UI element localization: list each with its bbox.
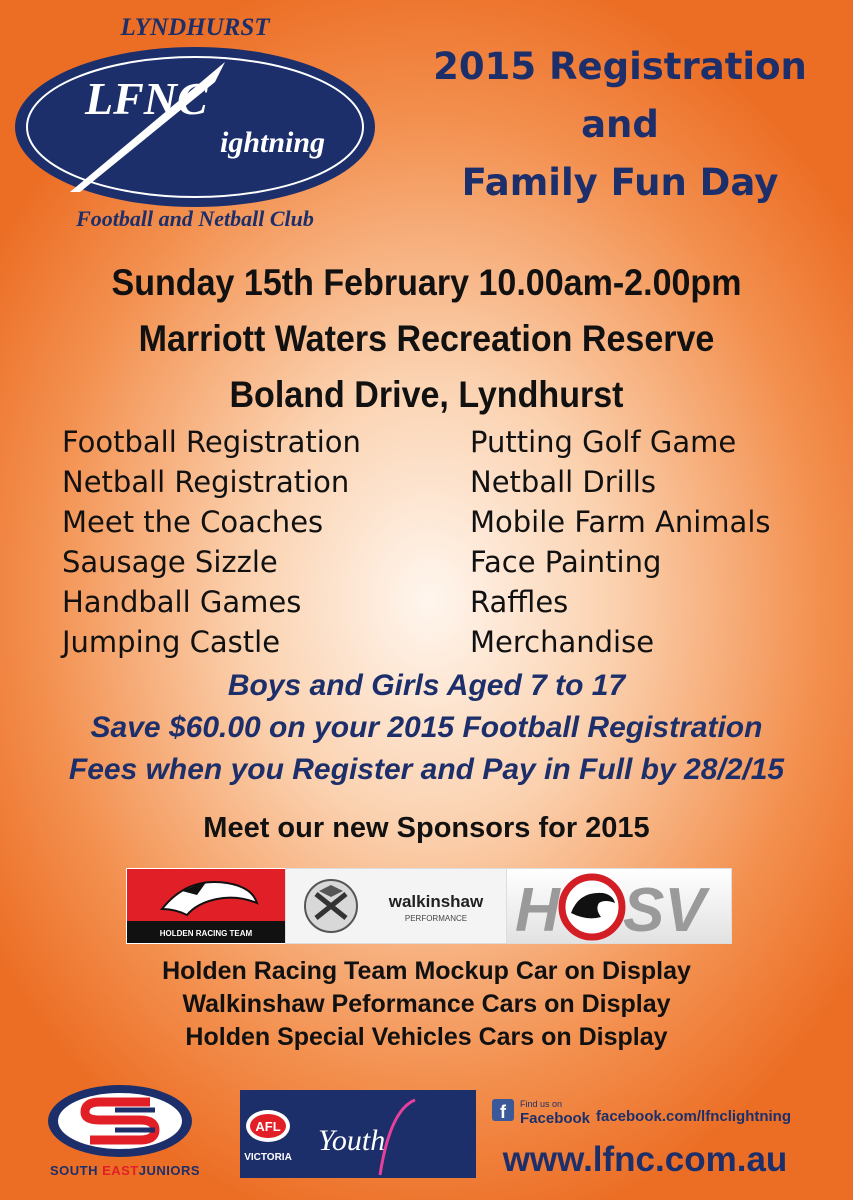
activity-item: Football Registration <box>62 425 361 459</box>
headline-line: 2015 Registration <box>433 45 807 88</box>
activities-list-left <box>62 422 361 662</box>
hrt-caption: HOLDEN RACING TEAM <box>159 929 253 938</box>
promo-line: Save $60.00 on your 2015 Football Registration <box>90 711 763 744</box>
hsv-logo <box>506 868 732 944</box>
activity-item: Netball Drills <box>470 465 656 499</box>
hrt-lion-icon <box>127 869 285 943</box>
hsv-sv: SV <box>623 876 706 943</box>
activity-item: Mobile Farm Animals <box>470 505 771 539</box>
activity-item: Sausage Sizzle <box>62 545 278 579</box>
hsv-h: H <box>515 876 560 943</box>
south-east-juniors-text <box>20 1163 230 1178</box>
display-line: Holden Racing Team Mockup Car on Display <box>162 957 691 985</box>
activity-item: Face Painting <box>470 545 662 579</box>
event-details <box>34 255 819 423</box>
promo-line: Boys and Girls Aged 7 to 17 <box>227 669 626 702</box>
activity-item: Putting Golf Game <box>470 425 737 459</box>
headline-line: Family Fun Day <box>461 161 779 204</box>
club-name-top: LYNDHURST <box>120 14 270 41</box>
display-line: Holden Special Vehicles Cars on Display <box>185 1023 668 1051</box>
walkinshaw-name: walkinshaw <box>388 892 484 911</box>
sponsors-heading: Meet our new Sponsors for 2015 <box>203 812 650 844</box>
headline-line: and <box>581 103 659 146</box>
headline <box>385 45 853 222</box>
sej-word-east: EAST <box>102 1163 139 1178</box>
promo-text <box>0 665 853 791</box>
walkinshaw-sub: PERFORMANCE <box>404 914 468 923</box>
club-name-bottom: Football and Netball Club <box>76 206 314 231</box>
event-date-time: Sunday 15th February 10.00am-2.00pm <box>111 262 742 303</box>
fb-find-text: Find us on <box>520 1099 563 1109</box>
fb-url-text: facebook.com/lfnclightning <box>596 1108 792 1125</box>
youth-text: Youth <box>318 1124 386 1157</box>
activities-list-right <box>470 422 770 662</box>
afl-region-text: VICTORIA <box>244 1152 292 1163</box>
afl-badge-text: AFL <box>255 1119 281 1134</box>
display-list <box>0 955 853 1054</box>
event-venue: Marriott Waters Recreation Reserve <box>138 318 715 359</box>
sej-word-juniors: JUNIORS <box>138 1163 201 1178</box>
girls-text: Girls <box>390 1124 452 1157</box>
activity-item: Netball Registration <box>62 465 350 499</box>
activity-item: Raffles <box>470 585 569 619</box>
walkinshaw-shield-icon <box>286 869 506 943</box>
hrt-logo <box>126 868 286 944</box>
website-url[interactable]: www.lfnc.com.au <box>502 1140 788 1179</box>
activity-item: Handball Games <box>62 585 302 619</box>
activity-item: Jumping Castle <box>62 625 281 659</box>
event-address: Boland Drive, Lyndhurst <box>229 374 624 415</box>
display-line: Walkinshaw Peformance Cars on Display <box>182 990 671 1018</box>
activity-item: Merchandise <box>470 625 655 659</box>
facebook-block <box>490 1093 810 1133</box>
hsv-lion-icon <box>507 869 731 943</box>
walkinshaw-logo <box>285 868 507 944</box>
logo-initials: LFNC <box>85 73 208 124</box>
south-east-juniors-logo <box>45 1082 195 1160</box>
club-logo <box>10 42 380 212</box>
activity-item: Meet the Coaches <box>62 505 324 539</box>
promo-line: Fees when you Register and Pay in Full by 28/2/15 <box>68 753 785 786</box>
fb-brand-text: Facebook <box>520 1110 591 1127</box>
sej-word-south: SOUTH <box>49 1163 103 1178</box>
logo-word: ightning <box>220 126 326 159</box>
svg-text:f: f <box>500 1102 506 1122</box>
